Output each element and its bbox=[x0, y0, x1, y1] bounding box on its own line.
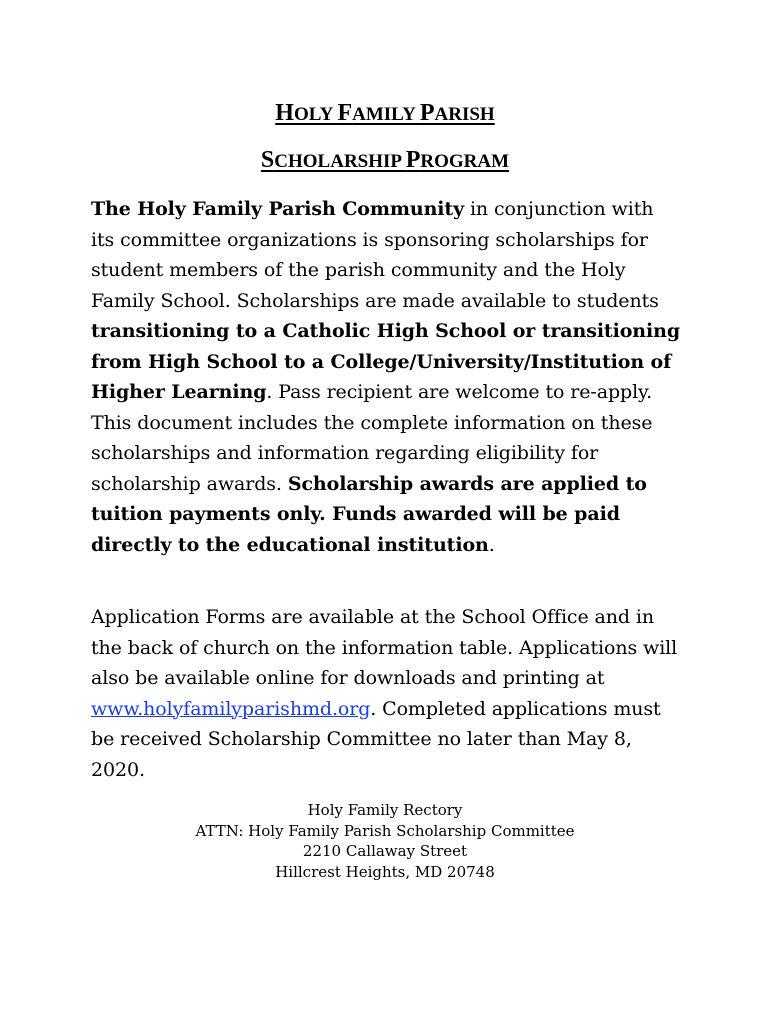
intro-paragraph bbox=[91, 194, 681, 560]
address-line-4: Hillcrest Heights, MD 20748 bbox=[275, 862, 495, 881]
title2-word-1: SCHOLARSHIP bbox=[260, 147, 406, 173]
title2-word-2: PROGRAM bbox=[405, 147, 510, 173]
parish-website-link[interactable]: www.holyfamilyparishmd.org bbox=[91, 697, 371, 720]
title-word-2: FAMILY bbox=[337, 100, 420, 126]
intro-run-2: in conjunction with its committee organizations is sponsoring scholarships for student members of the parish community and the Holy Family School. Scholarships are made available to students bbox=[91, 198, 659, 312]
intro-run-4: . Pass recipient are welcome to re-apply. This document includes the complete information on these scholarships and information regarding eligibility for scholarship awards. bbox=[91, 381, 653, 495]
address-line-2: ATTN: Holy Family Parish Scholarship Committee bbox=[195, 821, 575, 840]
address-line-3: 2210 Callaway Street bbox=[302, 842, 468, 860]
intro-run-1: The Holy Family Parish Community bbox=[91, 198, 465, 220]
application-text-before-link: Application Forms are available at the School Office and in the back of church on the information table. Applications will also be available online for downloads and printing at bbox=[91, 606, 678, 689]
intro-run-3: transitioning to a Catholic High School or transitioning from High School to a College/University/Institution of Higher Learning bbox=[91, 320, 681, 403]
application-paragraph bbox=[91, 602, 681, 785]
mailing-address-block bbox=[0, 800, 770, 882]
page-title-parish bbox=[0, 98, 770, 130]
application-text-after-link: . Completed applications must be received Scholarship Committee no later than May 8, 2020. bbox=[91, 697, 661, 781]
intro-run-5: Scholarship awards are applied to tuition payments only. Funds awarded will be paid directly to the educational institution bbox=[91, 472, 647, 556]
address-line-1: Holy Family Rectory bbox=[307, 801, 463, 819]
page-title-program bbox=[0, 145, 770, 177]
intro-run-6: . bbox=[488, 533, 495, 556]
title-word-1: HOLY bbox=[275, 100, 338, 126]
title-word-3: PARISH bbox=[419, 100, 495, 126]
